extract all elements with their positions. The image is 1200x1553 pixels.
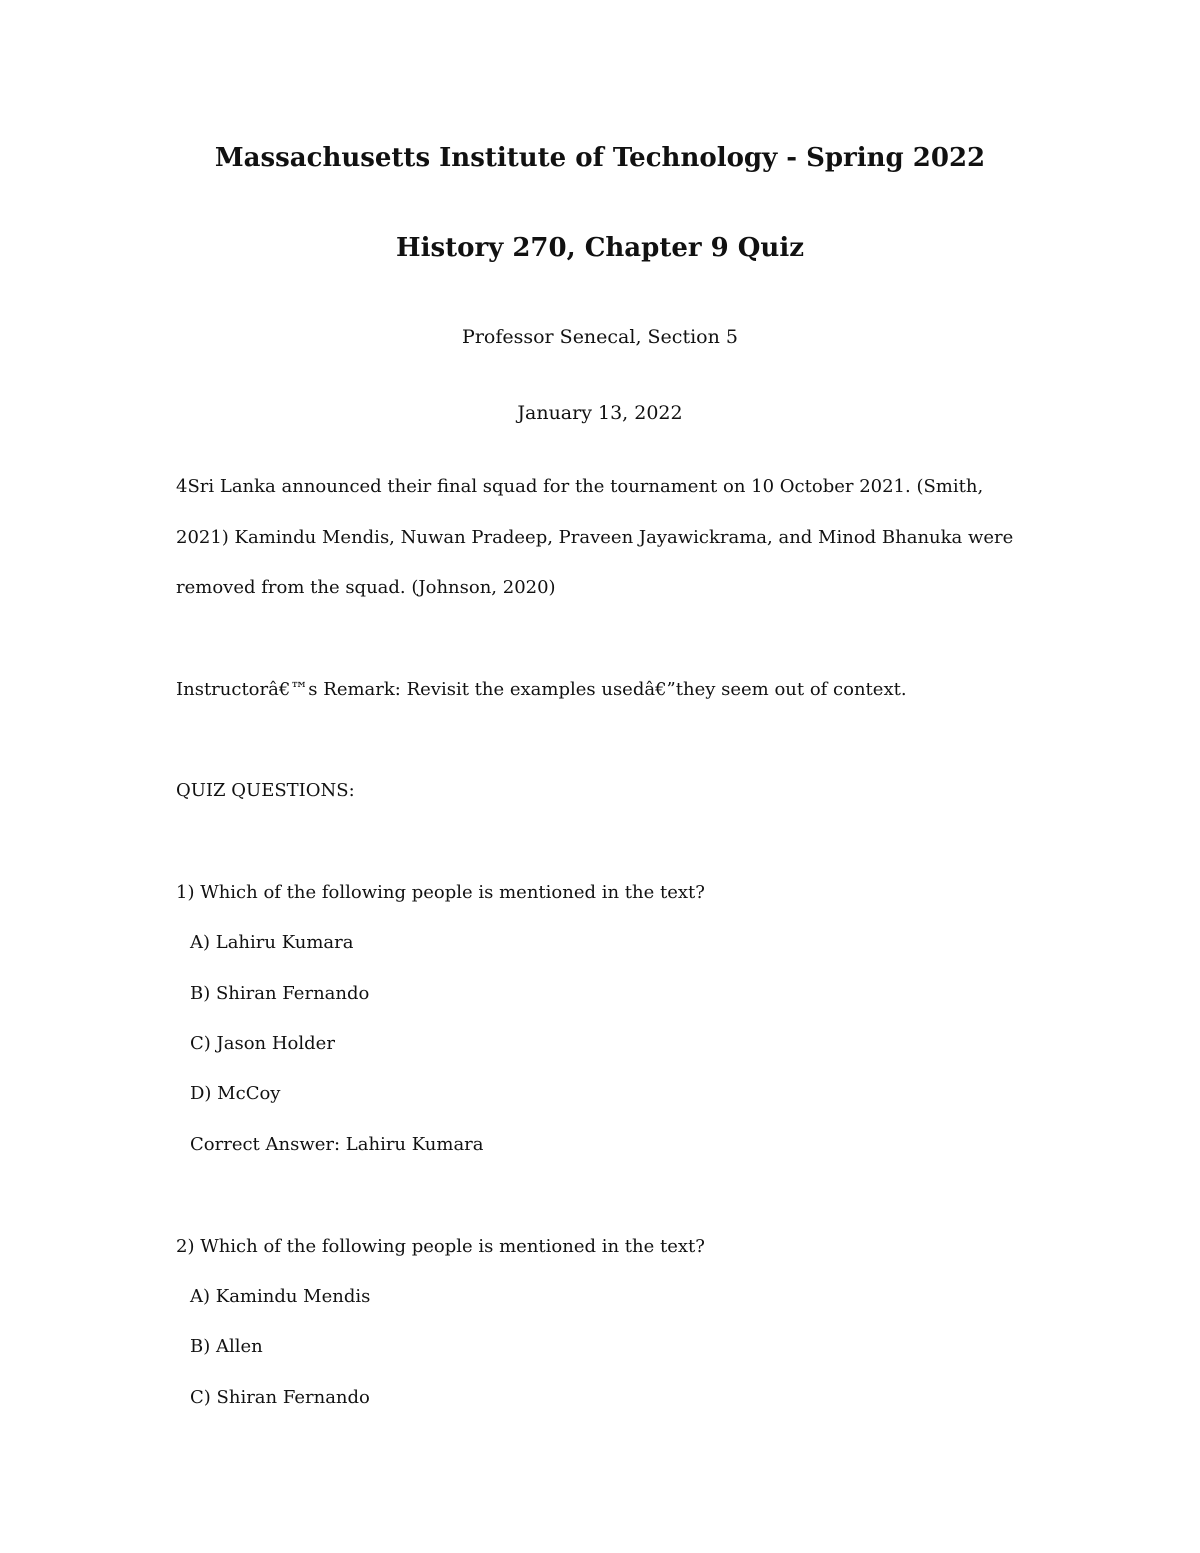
question-1-option-d: D) McCoy: [190, 1083, 281, 1104]
institution-heading: Massachusetts Institute of Technology - Spring 2022: [214, 143, 986, 173]
question-1-option-b: B) Shiran Fernando: [190, 983, 370, 1004]
passage-line-1: 4Sri Lanka announced their final squad for the tournament on 10 October 2021. (Smith,: [176, 476, 984, 497]
date-line: January 13, 2022: [517, 402, 683, 424]
question-2-option-b: B) Allen: [190, 1336, 263, 1357]
passage-line-2: 2021) Kamindu Mendis, Nuwan Pradeep, Praveen Jayawickrama, and Minod Bhanuka were: [176, 527, 1014, 548]
passage-line-3: removed from the squad. (Johnson, 2020): [176, 577, 556, 598]
question-1-answer: Correct Answer: Lahiru Kumara: [190, 1134, 484, 1155]
question-1-option-c: C) Jason Holder: [190, 1033, 335, 1054]
instructor-remark: Instructorâ€™s Remark: Revisit the examples usedâ€”they seem out of context.: [176, 679, 907, 700]
question-2-option-c: C) Shiran Fernando: [190, 1387, 370, 1408]
course-heading: History 270, Chapter 9 Quiz: [396, 233, 804, 263]
quiz-heading: QUIZ QUESTIONS:: [176, 780, 355, 801]
question-1-option-a: A) Lahiru Kumara: [190, 932, 354, 953]
question-2-option-a: A) Kamindu Mendis: [190, 1286, 371, 1307]
question-1-prompt: 1) Which of the following people is mentioned in the text?: [176, 882, 705, 903]
professor-line: Professor Senecal, Section 5: [462, 326, 738, 348]
question-2-prompt: 2) Which of the following people is mentioned in the text?: [176, 1236, 705, 1257]
